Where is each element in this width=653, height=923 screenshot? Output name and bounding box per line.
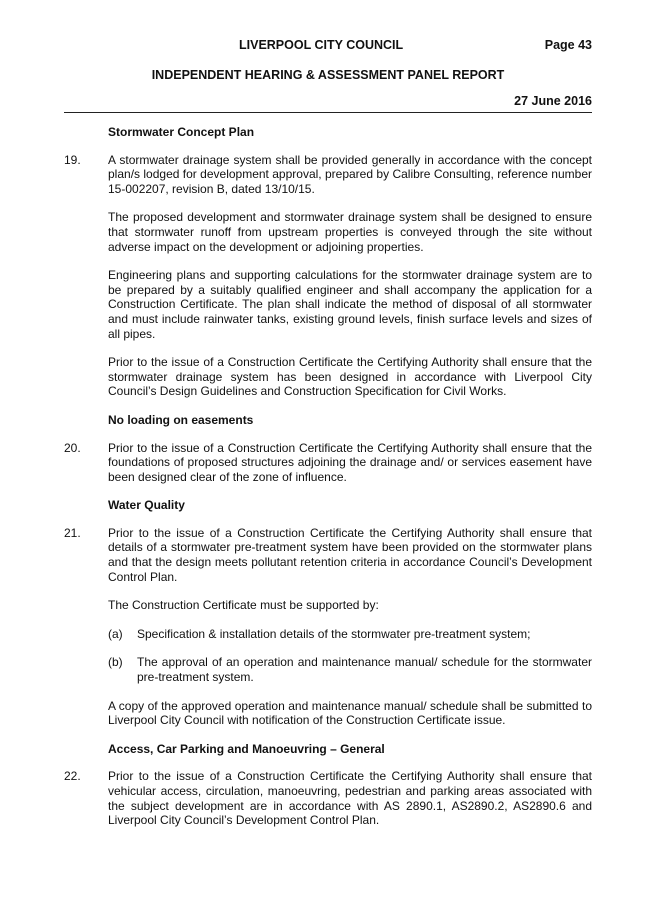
section-heading-easements: No loading on easements <box>108 412 254 427</box>
paragraph: Engineering plans and supporting calculations for the stormwater drainage system are to be prepared by a suitably qualified engineer and shall accompany the application for a Construction Certificate. The plan shall indicate the method of disposal of all stormwater and must include rainwater tanks, existing ground levels, finish surface levels and sizes of all pipes. <box>108 268 592 341</box>
condition-number: 19. <box>64 152 81 167</box>
condition-item-20 <box>64 441 592 485</box>
condition-number: 22. <box>64 769 81 784</box>
page-number: Page 43 <box>544 38 592 52</box>
section-heading-stormwater: Stormwater Concept Plan <box>108 125 255 139</box>
section-heading-access: Access, Car Parking and Manoeuvring – General <box>108 741 385 756</box>
report-title: INDEPENDENT HEARING & ASSESSMENT PANEL REPORT <box>151 68 505 82</box>
condition-text: Prior to the issue of a Construction Certificate the Certifying Authority shall ensure that vehicular access, circulation, manoeuvring, pedestrian and parking areas associated with the subject development are in accordance with AS 2890.1, AS2890.2, AS2890.6 and Liverpool City Council’s Development Control Plan. <box>108 769 592 828</box>
condition-text: A stormwater drainage system shall be provided generally in accordance with the concept plan/s lodged for development approval, prepared by Calibre Consulting, reference number 15-002207, revision B, dated 13/10/15. <box>108 152 592 196</box>
sub-item-a <box>108 627 592 642</box>
report-date: 27 June 2016 <box>514 94 592 108</box>
paragraph: The proposed development and stormwater drainage system shall be designed to ensure that stormwater runoff from upstream properties is conveyed through the site without adverse impact on the development or adjoining properties. <box>108 210 592 254</box>
paragraph: The Construction Certificate must be supported by: <box>108 598 379 613</box>
condition-item-19 <box>64 153 592 197</box>
sub-item-label: (b) <box>108 655 123 670</box>
sub-item-text: The approval of an operation and maintenance manual/ schedule for the stormwater pre-treatment system. <box>137 655 592 685</box>
header-divider <box>64 112 592 113</box>
sub-item-label: (a) <box>108 626 123 641</box>
paragraph: A copy of the approved operation and maintenance manual/ schedule shall be submitted to Liverpool City Council with notification of the Construction Certificate issue. <box>108 698 592 728</box>
council-name: LIVERPOOL CITY COUNCIL <box>239 38 404 52</box>
condition-number: 21. <box>64 525 81 540</box>
sub-item-b <box>108 655 592 684</box>
document-body <box>64 125 592 842</box>
condition-item-21 <box>64 526 592 584</box>
section-heading-water-quality: Water Quality <box>108 498 185 513</box>
sub-item-text: Specification & installation details of the stormwater pre-treatment system; <box>137 626 531 641</box>
condition-text: Prior to the issue of a Construction Certificate the Certifying Authority shall ensure that the foundations of proposed structures adjoining the drainage and/ or services easement have been designed clear of the zone of influence. <box>108 440 592 484</box>
condition-item-22 <box>64 769 592 827</box>
condition-number: 20. <box>64 440 81 455</box>
paragraph: Prior to the issue of a Construction Certificate the Certifying Authority shall ensure that the stormwater drainage system has been designed in accordance with Liverpool City Council’s Design Guidelines and Construction Specification for Civil Works. <box>108 355 592 399</box>
condition-text: Prior to the issue of a Construction Certificate the Certifying Authority shall ensure that details of a stormwater pre-treatment system have been provided on the stormwater plans and that the design meets pollutant retention criteria in accordance Council’s Development Control Plan. <box>108 525 592 584</box>
